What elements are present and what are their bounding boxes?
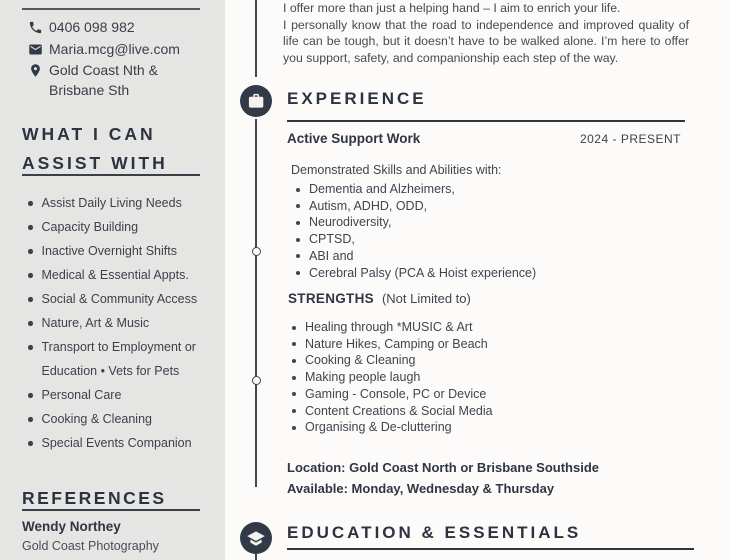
list-item [292, 352, 632, 369]
list-item [296, 231, 626, 248]
job-header-row [287, 131, 681, 146]
reference-organisation: Gold Coast Photography [22, 539, 159, 553]
list-item [292, 319, 632, 336]
contact-location-row [28, 61, 198, 100]
list-item [28, 215, 200, 239]
contact-email-row [28, 40, 198, 60]
bullet-icon [28, 321, 33, 326]
bullet-icon [28, 249, 33, 254]
strength-text: Nature Hikes, Camping or Beach [305, 336, 488, 351]
bullet-icon [296, 221, 300, 225]
job-role: Active Support Work [287, 131, 421, 146]
bullet-icon [28, 225, 33, 230]
list-item [292, 403, 632, 420]
bullet-icon [292, 392, 296, 396]
skill-text: Autism, ADHD, ODD, [309, 198, 428, 213]
assist-item-text: Inactive Overnight Shifts [41, 244, 177, 258]
main-content [225, 0, 730, 560]
references-title-underline [22, 509, 200, 511]
location-text: Gold Coast Nth & Brisbane Sth [49, 62, 158, 98]
strength-text: Healing through *MUSIC & Art [305, 320, 473, 334]
strengths-title: STRENGTHS [288, 291, 374, 306]
skill-text: Dementia and Alzheimers, [309, 182, 455, 196]
list-item [28, 287, 200, 311]
bullet-icon [296, 271, 300, 275]
list-item [28, 239, 200, 263]
assist-item-text: Transport to Employment or Education • Vets for Pets [41, 340, 196, 378]
list-item [28, 407, 200, 431]
skill-text: CPTSD, [309, 232, 355, 247]
strengths-note: (Not Limited to) [381, 291, 471, 306]
skill-text: Cerebral Palsy (PCA & Hoist experience) [309, 265, 537, 280]
strengths-list [292, 319, 632, 436]
contact-phone-row [28, 18, 198, 38]
list-item [28, 191, 200, 215]
assist-item-text: Medical & Essential Appts. [41, 268, 189, 282]
contact-block [28, 18, 198, 100]
timeline-line [255, 0, 257, 77]
bullet-icon [292, 342, 296, 346]
strength-text: Gaming - Console, PC or Device [305, 386, 487, 401]
strength-text: Content Creations & Social Media [305, 403, 493, 418]
experience-section-title: EXPERIENCE [287, 89, 427, 108]
list-item [292, 369, 632, 386]
list-item [296, 265, 626, 282]
assist-item-text: Personal Care [41, 388, 122, 402]
phone-icon [28, 20, 43, 35]
strength-text: Cooking & Cleaning [305, 353, 416, 368]
assist-item-text: Cooking & Cleaning [41, 412, 152, 426]
location-line: Location: Gold Coast North or Brisbane Southside [287, 460, 600, 475]
graduation-cap-icon [240, 522, 272, 554]
list-item [292, 419, 632, 436]
strengths-header [288, 290, 471, 308]
list-item [292, 336, 632, 353]
skills-list [296, 181, 626, 281]
list-item [28, 311, 200, 335]
list-item [296, 214, 626, 231]
bullet-icon [296, 254, 300, 258]
phone-number: 0406 098 982 [49, 19, 135, 35]
skill-text: Neurodiversity, [309, 215, 392, 230]
education-title-underline [287, 548, 694, 550]
list-item [296, 198, 626, 215]
bullet-icon [28, 273, 33, 278]
timeline-dot [252, 247, 261, 256]
assist-item-text: Special Events Companion [41, 436, 192, 450]
education-section-title: EDUCATION & ESSENTIALS [287, 523, 582, 542]
availability-line: Available: Monday, Wednesday & Thursday [287, 481, 555, 496]
assist-item-text: Nature, Art & Music [41, 316, 150, 330]
experience-title-underline [287, 120, 685, 122]
list-item [296, 181, 626, 198]
reference-name: Wendy Northey [22, 519, 121, 534]
assist-item-text: Capacity Building [41, 220, 139, 234]
assist-list [28, 191, 200, 455]
bullet-icon [28, 345, 33, 350]
assist-title-line1: WHAT I CAN [22, 124, 156, 144]
assist-section-title [22, 120, 212, 178]
bullet-icon [296, 188, 300, 192]
sidebar [0, 0, 225, 560]
bullet-icon [28, 417, 33, 422]
strength-text: Making people laugh [305, 370, 421, 385]
bullet-icon [296, 238, 300, 242]
strength-text: Organising & De-cluttering [305, 420, 452, 435]
timeline-line [255, 119, 257, 487]
timeline-line [255, 553, 257, 560]
bullet-icon [28, 393, 33, 398]
location-pin-icon [28, 63, 43, 78]
bullet-icon [292, 409, 296, 413]
bullet-icon [292, 426, 296, 430]
job-dates: 2024 - PRESENT [579, 132, 681, 146]
bullet-icon [28, 297, 33, 302]
bullet-icon [292, 376, 296, 380]
assist-title-underline [22, 174, 200, 176]
sidebar-top-divider [22, 8, 200, 10]
bullet-icon [292, 359, 296, 363]
bullet-icon [296, 204, 300, 208]
skills-intro: Demonstrated Skills and Abilities with: [291, 163, 502, 177]
list-item [28, 263, 200, 287]
email-icon [28, 42, 43, 57]
list-item [292, 386, 632, 403]
briefcase-icon [240, 85, 272, 117]
bullet-icon [292, 326, 296, 330]
assist-title-line2: ASSIST WITH [22, 153, 168, 173]
email-address: Maria.mcg@live.com [49, 40, 180, 57]
intro-body: I personally know that the road to independence and improved quality of life can be tough, but it doesn’t have to be walked alone. I’m here to offer you support, safety, and companionship each step of the way. [283, 17, 689, 65]
intro-paragraphs [283, 0, 689, 66]
intro-line1: I offer more than just a helping hand – I aim to enrich your life. [283, 1, 621, 15]
bullet-icon [28, 201, 33, 206]
skill-text: ABI and [309, 248, 354, 263]
list-item [28, 431, 200, 455]
list-item [296, 248, 626, 265]
assist-item-text: Assist Daily Living Needs [41, 196, 182, 210]
availability-block [287, 457, 599, 499]
timeline-dot [252, 376, 261, 385]
list-item [28, 383, 200, 407]
assist-item-text: Social & Community Access [41, 292, 198, 306]
references-section-title: REFERENCES [22, 488, 167, 508]
bullet-icon [28, 441, 33, 446]
list-item [28, 335, 200, 383]
